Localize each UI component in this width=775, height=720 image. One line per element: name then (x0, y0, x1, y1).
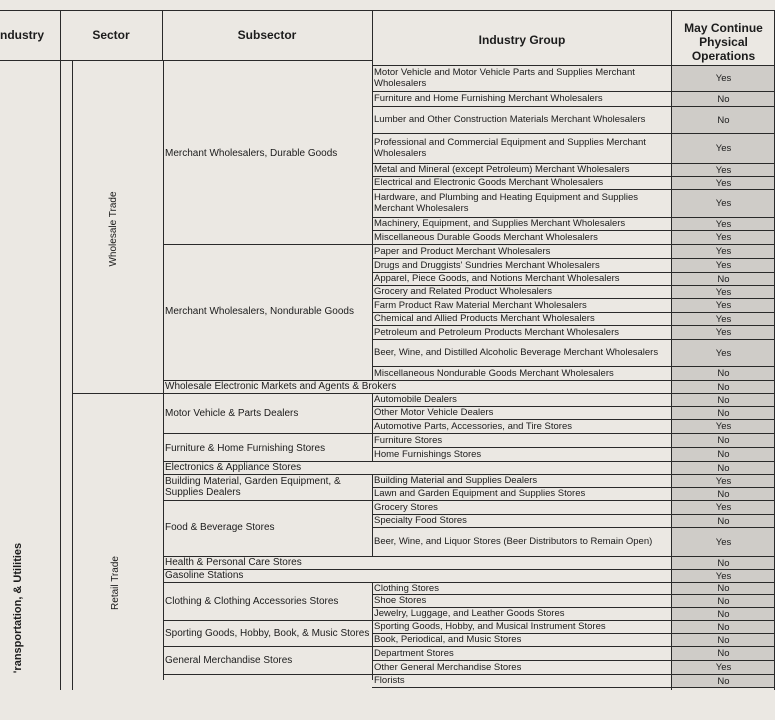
row-divider (372, 325, 775, 326)
row-divider (372, 500, 775, 501)
row-divider (372, 298, 775, 299)
status-cell: Yes (672, 475, 775, 487)
row-divider (671, 582, 775, 583)
industry-group-cell: Jewelry, Luggage, and Leather Goods Stores (374, 608, 565, 619)
industry-group-cell: Hardware, and Plumbing and Heating Equipment and Supplies Merchant Wholesalers (374, 192, 639, 214)
status-cell: Yes (672, 231, 775, 244)
row-divider (372, 461, 775, 462)
row-divider (372, 406, 775, 407)
status-cell: No (672, 621, 775, 633)
row-divider (372, 633, 775, 634)
subsector-motor-vehicle: Motor Vehicle & Parts Dealers (165, 407, 299, 419)
industry-group-cell: Machinery, Equipment, and Supplies Merchant Wholesalers (374, 218, 626, 229)
industry-group-cell: Furniture Stores (374, 434, 443, 446)
status-cell: No (672, 107, 775, 133)
industry-group-cell: Motor Vehicle and Motor Vehicle Parts and Supplies Merchant Wholesalers (374, 67, 635, 89)
status-cell: No (672, 647, 775, 660)
subsector-general: General Merchandise Stores (165, 654, 293, 666)
status-cell: No (672, 583, 775, 594)
status-cell: Yes (672, 570, 775, 582)
industry-group-cell: Beer, Wine, and Distilled Alcoholic Beverage Merchant Wholesalers (374, 347, 659, 358)
subsector-electronic-markets: Wholesale Electronic Markets and Agents & Brokers (165, 381, 397, 392)
row-divider (372, 244, 775, 245)
status-cell: No (672, 273, 775, 285)
industry-group-cell: Lawn and Garden Equipment and Supplies Stores (374, 488, 586, 499)
row-divider (372, 607, 775, 608)
subsector-electronics: Electronics & Appliance Stores (165, 462, 302, 473)
status-cell: Yes (672, 218, 775, 230)
row-divider (372, 556, 775, 557)
industry-group-cell: Book, Periodical, and Music Stores (374, 634, 522, 645)
industry-group-cell: Electrical and Electronic Goods Merchant Wholesalers (374, 177, 604, 188)
row-divider (372, 447, 775, 448)
header-sector: Sector (92, 28, 130, 42)
industry-group-cell: Automobile Dealers (374, 394, 457, 405)
status-cell: Yes (672, 259, 775, 272)
industry-group-cell: Metal and Mineral (except Petroleum) Merchant Wholesalers (374, 164, 630, 175)
industry-group-cell: Grocery and Related Product Wholesalers (374, 286, 552, 297)
status-cell: No (672, 488, 775, 500)
row-divider (372, 620, 775, 621)
row-divider (372, 514, 775, 515)
industry-group-cell: Department Stores (374, 647, 454, 659)
row-divider (372, 272, 775, 273)
row-divider (372, 217, 775, 218)
row-divider (372, 106, 775, 107)
industry-label: 'ransportation, & Utilities (12, 542, 24, 674)
industry-group-cell: Automotive Parts, Accessories, and Tire Stores (374, 420, 573, 432)
row-divider (372, 285, 775, 286)
row-divider (671, 393, 775, 394)
subsector-nondurable: Merchant Wholesalers, Nondurable Goods (165, 305, 354, 317)
status-cell: No (672, 448, 775, 461)
row-divider (372, 594, 775, 595)
status-cell: No (672, 515, 775, 527)
status-cell: No (672, 675, 775, 687)
sector-retail-label: Retail Trade (110, 556, 121, 610)
industry-group-cell: Miscellaneous Nondurable Goods Merchant Wholesalers (374, 367, 614, 379)
row-divider (372, 646, 775, 647)
status-cell: Yes (672, 313, 775, 325)
status-cell: Yes (672, 528, 775, 556)
header-industry-group: Industry Group (478, 33, 566, 47)
status-cell: Yes (672, 340, 775, 366)
industry-group-cell: Apparel, Piece Goods, and Notions Merchant Wholesalers (374, 273, 620, 284)
subsector-health: Health & Personal Care Stores (165, 557, 302, 568)
industry-group-cell: Florists (374, 675, 405, 686)
industry-group-cell: Chemical and Allied Products Merchant Wholesalers (374, 313, 595, 324)
industry-group-cell: Professional and Commercial Equipment and Supplies Merchant Wholesalers (374, 137, 646, 159)
row-divider (372, 674, 775, 675)
row-divider (372, 487, 775, 488)
status-cell: No (672, 367, 775, 380)
row-divider (372, 258, 775, 259)
status-cell: Yes (672, 420, 775, 433)
industry-group-cell: Specialty Food Stores (374, 515, 467, 526)
industry-group-cell: Other Motor Vehicle Dealers (374, 407, 494, 418)
industry-group-cell: Other General Merchandise Stores (374, 661, 522, 673)
industry-group-cell: Sporting Goods, Hobby, and Musical Instrument Stores (374, 621, 606, 632)
industry-group-cell: Grocery Stores (374, 501, 438, 513)
row-divider (372, 176, 775, 177)
status-cell: Yes (672, 134, 775, 163)
industry-group-cell: Drugs and Druggists' Sundries Merchant Wholesalers (374, 259, 600, 271)
subsector-gasoline: Gasoline Stations (165, 570, 244, 581)
row-divider (372, 312, 775, 313)
row-divider (671, 569, 775, 570)
status-cell: Yes (672, 326, 775, 339)
industry-group-cell: Furniture and Home Furnishing Merchant Wholesalers (374, 93, 603, 104)
row-divider (372, 419, 775, 420)
header-may-continue: May Continue Physical Operations (684, 21, 763, 63)
subsector-food: Food & Beverage Stores (165, 521, 275, 533)
subsector-furniture: Furniture & Home Furnishing Stores (165, 442, 326, 454)
industry-group-cell: Clothing Stores (374, 582, 439, 594)
industry-group-cell: Shoe Stores (374, 595, 427, 606)
row-divider (372, 339, 775, 340)
row-divider (372, 380, 775, 381)
status-cell: No (672, 462, 775, 474)
subsector-durable: Merchant Wholesalers, Durable Goods (165, 147, 338, 159)
status-cell: Yes (672, 66, 775, 91)
status-cell: No (672, 595, 775, 607)
status-cell: No (672, 634, 775, 646)
industry-group-cell: Building Material and Supplies Dealers (374, 475, 538, 486)
status-cell: No (672, 407, 775, 419)
industry-group-cell: Petroleum and Petroleum Products Merchant Wholesalers (374, 326, 620, 338)
status-cell: Yes (672, 177, 775, 189)
row-divider (372, 660, 775, 661)
status-cell: Yes (672, 299, 775, 312)
row-divider (372, 91, 775, 92)
row-divider (372, 133, 775, 134)
status-cell: No (672, 381, 775, 393)
row-divider (372, 230, 775, 231)
subsector-building: Building Material, Garden Equipment, & Supplies Dealers (165, 476, 341, 498)
status-cell: Yes (672, 190, 775, 217)
row-divider (372, 433, 775, 434)
industry-group-cell: Miscellaneous Durable Goods Merchant Wholesalers (374, 231, 598, 243)
status-cell: No (672, 608, 775, 620)
status-cell: No (672, 557, 775, 569)
subsector-clothing: Clothing & Clothing Accessories Stores (165, 595, 339, 607)
industry-group-cell: Paper and Product Merchant Wholesalers (374, 245, 551, 257)
sector-wholesale-label: Wholesale Trade (108, 191, 119, 267)
industry-group-cell: Home Furnishings Stores (374, 448, 482, 460)
industry-group-cell: Beer, Wine, and Liquor Stores (Beer Distributors to Remain Open) (374, 536, 653, 547)
status-cell: No (672, 92, 775, 106)
industry-group-cell: Farm Product Raw Material Merchant Wholesalers (374, 299, 587, 311)
row-divider (372, 189, 775, 190)
industry-group-cell: Lumber and Other Construction Materials Merchant Wholesalers (374, 114, 646, 125)
status-cell: Yes (672, 501, 775, 514)
status-cell: No (672, 434, 775, 447)
row-divider (671, 474, 775, 475)
header-subsector: Subsector (237, 28, 297, 42)
row-divider (372, 163, 775, 164)
row-divider (372, 687, 775, 688)
row-divider (372, 527, 775, 528)
row-divider (372, 366, 775, 367)
header-industry: ndustry (0, 28, 45, 42)
status-cell: No (672, 394, 775, 406)
status-cell: Yes (672, 164, 775, 176)
status-cell: Yes (672, 245, 775, 258)
status-cell: Yes (672, 286, 775, 298)
subsector-sporting: Sporting Goods, Hobby, Book, & Music Stores (165, 627, 370, 639)
status-cell: Yes (672, 661, 775, 674)
